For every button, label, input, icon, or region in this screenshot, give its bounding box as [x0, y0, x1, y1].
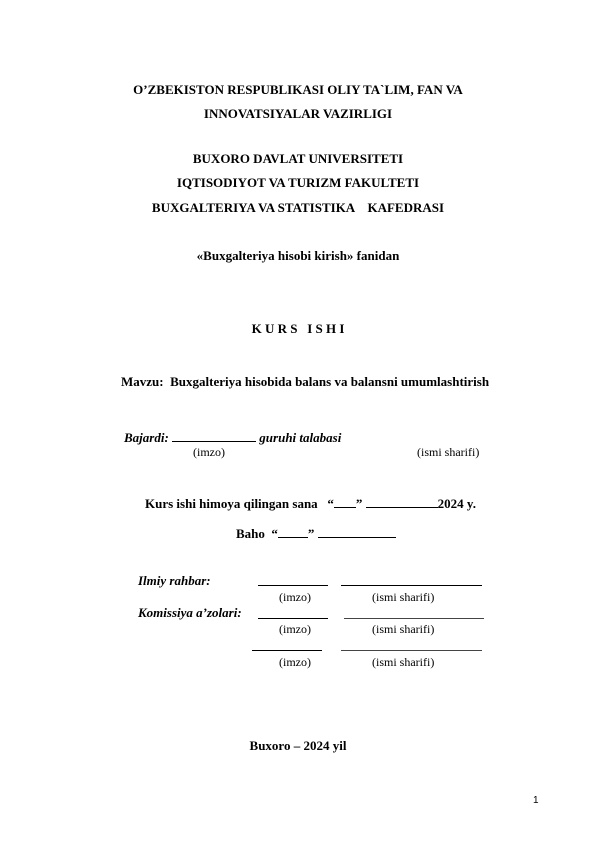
- topic-value: Buxgalteriya hisobida balans va balansni umumlashtirish: [170, 374, 490, 389]
- commission-2-signature-line: [252, 650, 322, 651]
- supervisor-name-caption: (ismi sharifi): [372, 590, 435, 604]
- supervisor-label: Ilmiy rahbar:: [138, 573, 211, 588]
- topic-label: Mavzu:: [121, 374, 164, 389]
- month-blank: [366, 495, 438, 508]
- commission-label: Komissiya a’zolari:: [138, 605, 242, 620]
- subject-line: «Buxgalteriya hisobi kirish» fanidan: [196, 248, 400, 263]
- open-quote: “: [327, 496, 334, 511]
- author-line: [124, 429, 341, 446]
- page-number: 1: [533, 795, 539, 806]
- commission-2-name-caption: (ismi sharifi): [372, 655, 435, 669]
- grade-words-blank: [318, 525, 396, 538]
- group-suffix: guruhi talabasi: [259, 430, 342, 445]
- grade-label: Baho: [236, 526, 265, 541]
- year-suffix: 2024 y.: [437, 496, 476, 511]
- university-name: BUXORO DAVLAT UNIVERSITETI: [192, 151, 404, 166]
- day-blank: [334, 495, 356, 508]
- commission-2-signature-caption: (imzo): [279, 655, 311, 669]
- city-year: Buxoro – 2024 yil: [249, 738, 347, 753]
- grade-open-quote: “: [271, 526, 278, 541]
- supervisor-signature-caption: (imzo): [279, 590, 311, 604]
- commission-1-signature-caption: (imzo): [279, 622, 311, 636]
- grade-blank: [278, 525, 308, 538]
- commission-1-name-line: [344, 618, 484, 619]
- grade-line: [236, 525, 396, 542]
- page-title: K U R S I S H I: [251, 321, 345, 336]
- supervisor-name-line: [341, 585, 482, 586]
- supervisor-signature-line: [258, 585, 328, 586]
- defense-text: Kurs ishi himoya qilingan sana: [145, 496, 318, 511]
- commission-2-name-line: [341, 650, 482, 651]
- close-quote: ”: [355, 496, 363, 511]
- commission-1-signature-line: [258, 618, 328, 619]
- defense-date-line: [145, 495, 476, 512]
- author-name-caption: (ismi sharifi): [417, 445, 480, 459]
- ministry-line-1: O’ZBEKISTON RESPUBLIKASI OLIY TA`LIM, FAN VA: [133, 82, 463, 97]
- faculty-name: IQTISODIYOT VA TURIZM FAKULTETI: [176, 175, 420, 190]
- department-name: BUXGALTERIYA VA STATISTIKA KAFEDRASI: [151, 200, 445, 215]
- group-blank: [172, 429, 256, 442]
- author-label: Bajardi:: [124, 430, 169, 445]
- ministry-line-2: INNOVATSIYALAR VAZIRLIGI: [203, 106, 393, 121]
- author-signature-caption: (imzo): [193, 445, 225, 459]
- commission-1-name-caption: (ismi sharifi): [372, 622, 435, 636]
- grade-close-quote: ”: [307, 526, 315, 541]
- topic-line: [121, 374, 489, 390]
